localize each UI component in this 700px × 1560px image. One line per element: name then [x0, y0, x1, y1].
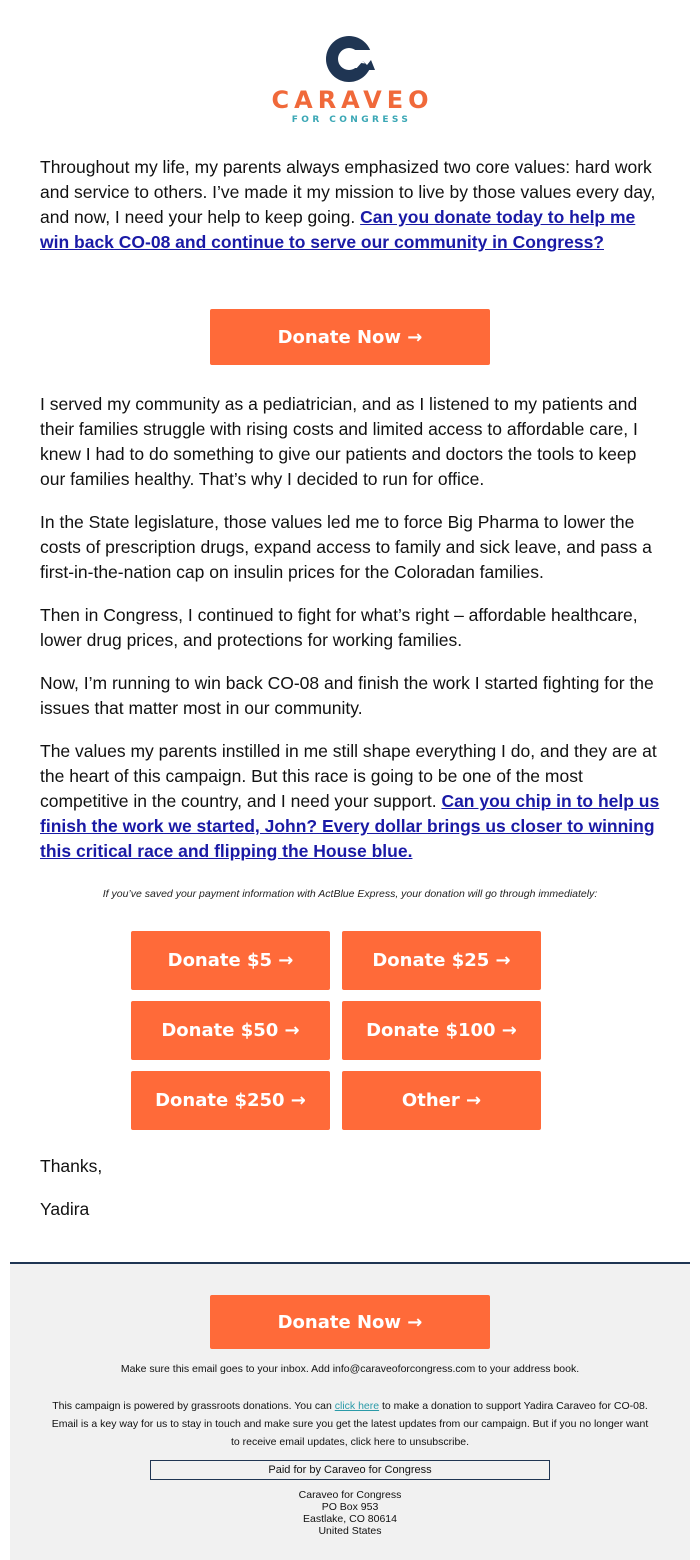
caraveo-c-mountain-icon [325, 34, 375, 84]
email-footer [10, 1262, 690, 1560]
logo-tagline: FOR CONGRESS [291, 115, 412, 125]
address-line: United States [318, 1525, 382, 1537]
chip-in-link[interactable]: Can you chip in to help us finish the work we started, John? Every dollar brings us closer to winning this critical race and flipping the House blue. [40, 791, 660, 861]
support-paragraph [40, 739, 660, 864]
mailing-address [10, 1489, 690, 1537]
inbox-note: Make sure this email goes to your inbox. Add info@caraveoforcongress.com to your address book. [120, 1363, 580, 1375]
running-paragraph: Now, I’m running to win back CO-08 and finish the work I started fighting for the issues that matter most in our community. [40, 673, 654, 718]
paid-for-box: Paid for by Caraveo for Congress [150, 1460, 550, 1480]
actblue-express-note: If you’ve saved your payment information with ActBlue Express, your donation will go through immediately: [102, 888, 598, 900]
congress-paragraph: Then in Congress, I continued to fight for what’s right – affordable healthcare, lower drug prices, and protections for working families. [40, 605, 638, 650]
donate-25-button[interactable]: Donate $25 → [342, 931, 541, 990]
pediatrician-paragraph: I served my community as a pediatrician, and as I listened to my patients and their families struggle with rising costs and limited access to affordable care, I knew I had to do something to give our patients and doctors the tools to keep our families healthy. That’s why I decided to run for office. [40, 394, 638, 489]
logo-wordmark: CARAVEO [271, 86, 434, 114]
donate-today-link[interactable]: Can you donate today to help me win back CO-08 and continue to serve our community in Congress? [40, 207, 636, 252]
grassroots-text-a: This campaign is powered by grassroots donations. You can [52, 1400, 335, 1412]
click-here-link[interactable]: click here [334, 1400, 380, 1412]
legislature-paragraph: In the State legislature, those values led me to force Big Pharma to lower the costs of prescription drugs, expand access to family and sick leave, and pass a first-in-the-nation cap on insulin prices for the Coloradan families. [40, 512, 652, 582]
grassroots-note [50, 1397, 650, 1451]
address-line: Caraveo for Congress [298, 1489, 402, 1501]
signature-name: Yadira [40, 1199, 90, 1219]
address-line: Eastlake, CO 80614 [303, 1513, 397, 1525]
thanks-text: Thanks, [40, 1156, 103, 1176]
donate-other-button[interactable]: Other → [342, 1071, 541, 1130]
footer-donate-now-button[interactable]: Donate Now → [210, 1295, 490, 1349]
donate-5-button[interactable]: Donate $5 → [131, 931, 330, 990]
address-line: PO Box 953 [321, 1501, 379, 1513]
support-text: The values my parents instilled in me still shape everything I do, and they are at the heart of this campaign. But this race is going to be one of the most competitive in the country, and I need your support. [40, 741, 657, 811]
grassroots-text-b: to make a donation to support Yadira Caraveo for CO-08. Email is a key way for us to stay in touch and make sure you get the latest updates from our campaign. But if you no longer want to receive email updates, click here to unsubscribe. [51, 1400, 649, 1448]
donate-now-button[interactable]: Donate Now → [210, 309, 490, 365]
intro-paragraph [40, 155, 660, 255]
donate-250-button[interactable]: Donate $250 → [131, 1071, 330, 1130]
campaign-logo [0, 34, 700, 126]
donate-50-button[interactable]: Donate $50 → [131, 1001, 330, 1060]
donate-100-button[interactable]: Donate $100 → [342, 1001, 541, 1060]
intro-text: Throughout my life, my parents always emphasized two core values: hard work and service to others. I’ve made it my mission to live by those values every day, and now, I need your help to keep going. [40, 157, 656, 227]
